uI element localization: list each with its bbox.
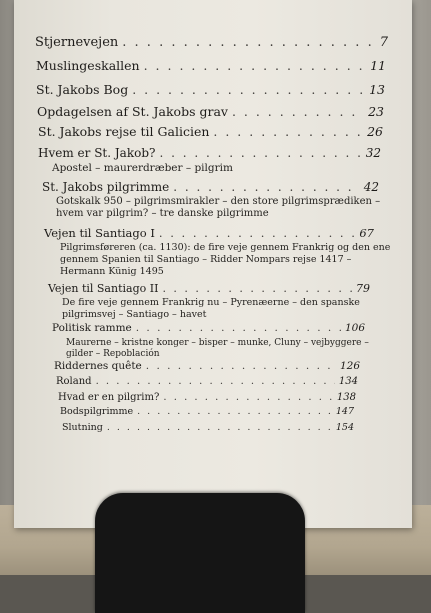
toc-entry[interactable] (62, 422, 354, 433)
toc-entry-page: 126 (339, 360, 360, 372)
toc-entry-title: Politisk ramme (52, 322, 132, 334)
toc-entry-page: 134 (338, 376, 358, 387)
leader-dots (213, 124, 363, 139)
toc-subtopics: gennem Spanien til Santiago – Ridder Nompars rejse 1417 – (60, 254, 352, 265)
toc-entry-title: Riddernes quête (54, 360, 142, 372)
toc-entry-page: 138 (336, 392, 356, 403)
black-mat-object (95, 493, 305, 613)
toc-entry[interactable] (54, 360, 360, 372)
toc-entry[interactable] (60, 406, 354, 417)
leader-dots (232, 104, 364, 119)
leader-dots (122, 35, 375, 50)
toc-entry-title: Hvem er St. Jakob? (38, 146, 156, 160)
toc-entry-title: Stjernevejen (35, 35, 119, 50)
toc-entry-title: Bodspilgrimme (60, 406, 134, 417)
toc-entry[interactable] (35, 35, 388, 50)
toc-entry[interactable] (36, 58, 386, 73)
toc-entry-page: 42 (363, 180, 379, 194)
toc-entry-title: St. Jakobs rejse til Galicien (38, 124, 210, 139)
toc-entry[interactable] (42, 180, 379, 194)
toc-entry-page: 106 (344, 322, 365, 334)
toc-entry-title: Slutning (62, 422, 103, 433)
toc-entry-page: 154 (335, 422, 354, 433)
toc-entry[interactable] (48, 282, 370, 295)
leader-dots (137, 406, 332, 417)
toc-entry-page: 147 (335, 406, 354, 417)
toc-entry-title: Muslingeskallen (36, 58, 140, 73)
toc-entry[interactable] (37, 104, 384, 119)
leader-dots (96, 376, 335, 387)
toc-subtopics: gilder – Repoblación (66, 349, 160, 359)
leader-dots (132, 82, 365, 97)
leader-dots (173, 180, 359, 194)
leader-dots (146, 360, 336, 372)
toc-entry-page: 7 (379, 35, 388, 50)
leader-dots (163, 392, 333, 403)
toc-subtopics: Maurerne – kristne konger – bisper – munke, Cluny – vejbyggere – (66, 338, 369, 348)
toc-entry-page: 32 (365, 146, 381, 160)
toc-entry[interactable] (56, 376, 358, 387)
toc-entry-title: Roland (56, 376, 92, 387)
toc-entry-title: Vejen til Santiago I (44, 226, 155, 240)
toc-entry-title: Vejen til Santiago II (48, 282, 159, 295)
leader-dots (136, 322, 341, 334)
toc-subtopics: hvem var pilgrim? – tre danske pilgrimme (56, 208, 269, 219)
toc-entry-title: Hvad er en pilgrim? (58, 392, 160, 403)
toc-entry[interactable] (52, 322, 365, 334)
leader-dots (162, 282, 352, 295)
toc-entry[interactable] (38, 124, 383, 139)
toc-entry[interactable] (44, 226, 374, 240)
toc-subtopics: pilgrimsvej – Santiago – havet (62, 309, 207, 320)
table-of-contents (14, 0, 412, 528)
leader-dots (159, 226, 355, 240)
toc-subtopics: Gotskalk 950 – pilgrimsmirakler – den store pilgrimsprædiken – (56, 196, 381, 207)
toc-subtopics: De fire veje gennem Frankrig nu – Pyrenæerne – den spanske (62, 297, 360, 308)
toc-entry-page: 11 (370, 58, 386, 73)
toc-subtopics: Pilgrimsføreren (ca. 1130): de fire veje gennem Frankrig og den ene (60, 242, 391, 253)
toc-entry-page: 26 (367, 124, 383, 139)
toc-entry[interactable] (58, 392, 356, 403)
toc-entry[interactable] (36, 82, 385, 97)
toc-entry-page: 13 (369, 82, 385, 97)
toc-entry-title: St. Jakobs pilgrimme (42, 180, 170, 194)
toc-entry-page: 79 (356, 282, 370, 295)
toc-entry-title: St. Jakobs Bog (36, 82, 129, 97)
toc-entry-page: 67 (359, 226, 374, 240)
book-page (14, 0, 412, 528)
toc-entry[interactable] (38, 146, 381, 160)
leader-dots (107, 422, 332, 433)
leader-dots (144, 58, 366, 73)
toc-subtopics: Hermann Künig 1495 (60, 266, 164, 277)
leader-dots (159, 146, 361, 160)
toc-entry-title: Opdagelsen af St. Jakobs grav (37, 104, 228, 119)
toc-entry-page: 23 (368, 104, 384, 119)
toc-subtopics: Apostel – maurerdræber – pilgrim (52, 162, 233, 174)
